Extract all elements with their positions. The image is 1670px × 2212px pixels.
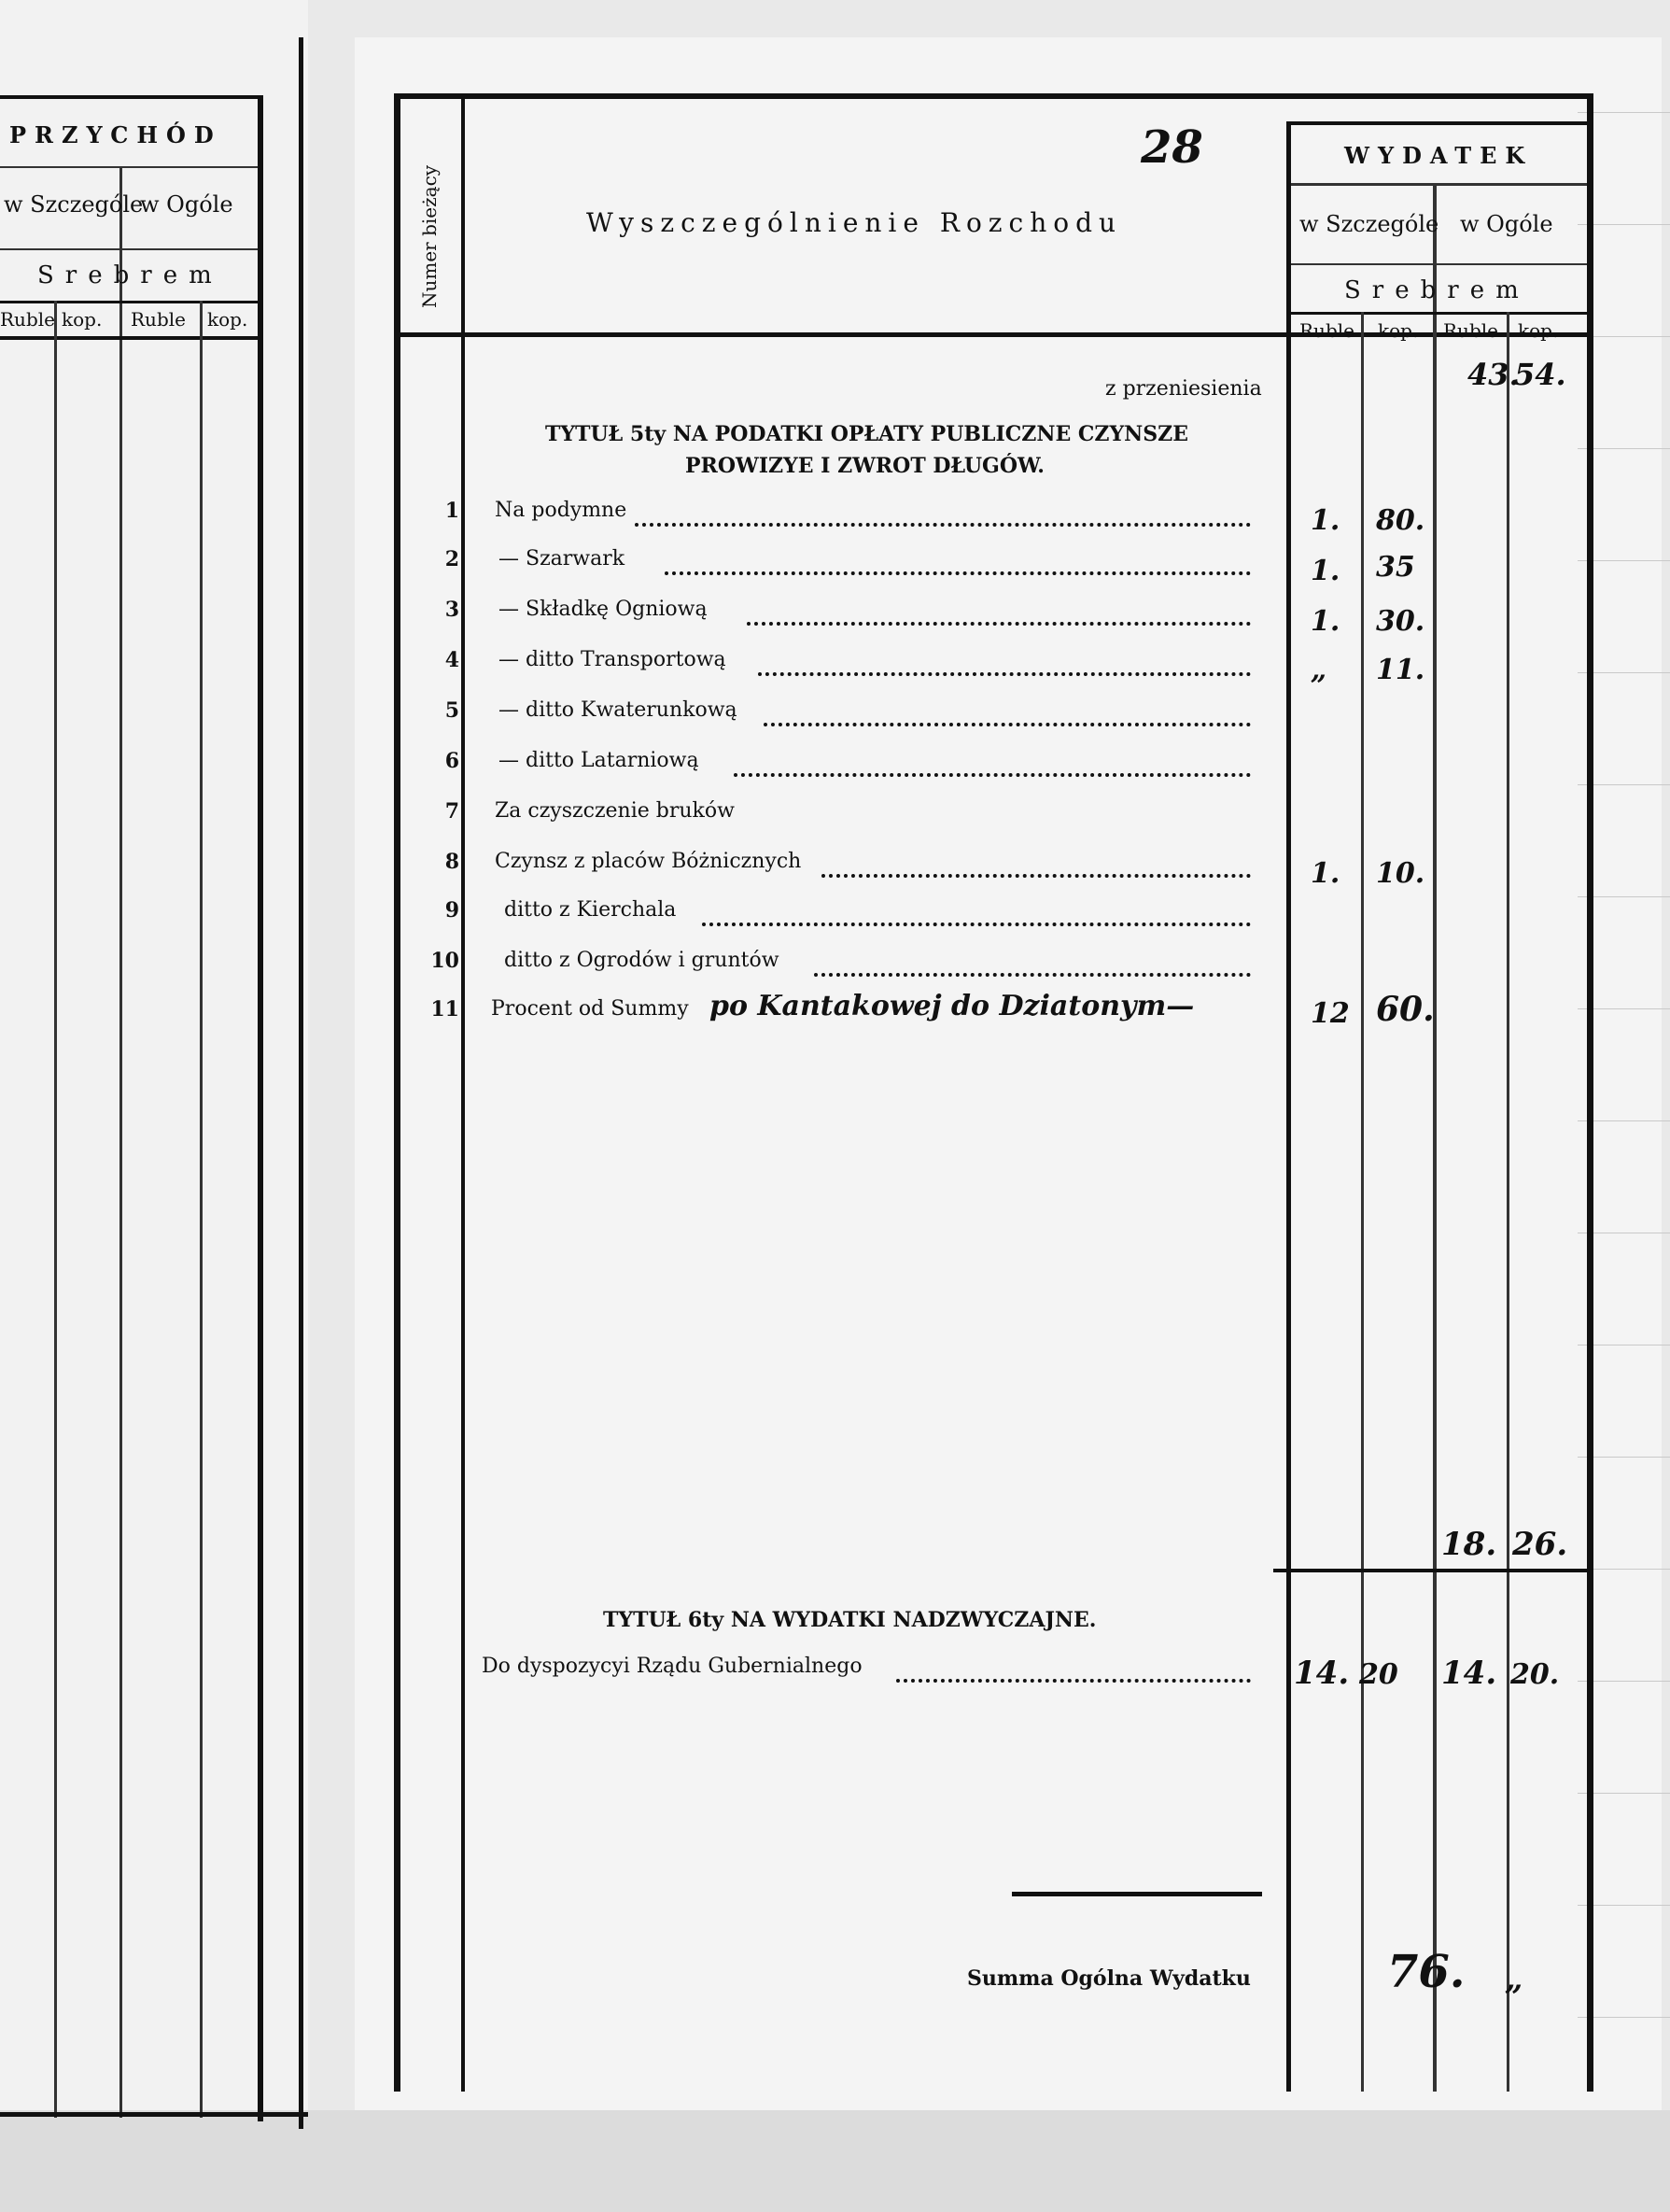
right-page: [355, 37, 1662, 2148]
row-number: 9: [444, 898, 459, 923]
expense-sub-col: Ruble: [1443, 319, 1498, 342]
row-kop: 35: [1376, 551, 1415, 584]
leader-dots: [702, 923, 1251, 926]
row-label: Czynsz z placów Bóżnicznych: [495, 850, 802, 873]
row-kop: 80.: [1376, 504, 1425, 537]
row-rub: „: [1311, 654, 1327, 686]
leader-dots: [821, 874, 1251, 878]
row-label: — ditto Transportową: [498, 648, 726, 671]
carried-kop: 54.: [1514, 357, 1566, 392]
left-sub-col: Ruble: [131, 308, 186, 331]
left-col-total: w Ogóle: [140, 191, 233, 218]
row-rub: 1.: [1311, 504, 1340, 537]
leader-dots: [764, 723, 1251, 726]
left-currency: Srebrem: [37, 261, 223, 289]
left-sub-col: Ruble: [0, 308, 55, 331]
page-number: 28: [1141, 121, 1203, 174]
left-header: PRZYCHÓD: [9, 121, 222, 148]
row-label: — ditto Latarniową: [498, 749, 699, 772]
left-sub-col: kop.: [207, 308, 248, 331]
row-label: ditto z Ogrodów i gruntów: [504, 949, 779, 972]
page-title: Wyszczególnienie Rozchodu: [586, 207, 1123, 238]
row-rub: 12: [1311, 997, 1350, 1030]
row-number: 10: [430, 949, 459, 973]
row-rub: 1.: [1311, 605, 1340, 638]
leader-dots: [665, 571, 1251, 575]
expense-sub-col: kop.: [1518, 319, 1559, 342]
row-label: Na podymne: [495, 499, 627, 522]
section6-rub: 14.: [1294, 1655, 1350, 1692]
left-sub-col: kop.: [62, 308, 103, 331]
row-rub: 1.: [1311, 555, 1340, 587]
row-number: 2: [444, 547, 459, 571]
left-col-detail: w Szczególe: [4, 191, 144, 218]
subtotal-kop: 26.: [1512, 1526, 1568, 1563]
row-kop: 30.: [1376, 605, 1425, 638]
row-number: 11: [430, 997, 459, 1021]
expense-col-total: w Ogóle: [1460, 211, 1553, 237]
carried-rub: 43.: [1467, 357, 1520, 392]
row11-handwritten: po Kantakowej do Dziatonym—: [709, 990, 1195, 1022]
row-kop: 60.: [1376, 990, 1435, 1029]
row-kop: 11.: [1376, 654, 1425, 686]
grand-total-label: Summa Ogólna Wydatku: [967, 1966, 1251, 1991]
row-number: 6: [444, 749, 459, 773]
leader-dots: [734, 773, 1251, 777]
row-kop: 10.: [1376, 857, 1425, 890]
section6-kop: 20: [1359, 1658, 1398, 1691]
row-number: 7: [444, 799, 459, 824]
row-label: Procent od Summy: [491, 997, 689, 1021]
grand-total-rub: 76.: [1387, 1946, 1466, 1998]
row-label: — Szarwark: [498, 547, 625, 571]
expense-currency: Srebrem: [1344, 276, 1530, 304]
section6-total-kop: 20.: [1510, 1658, 1560, 1691]
row-rub: 1.: [1311, 857, 1340, 890]
leader-dots: [758, 672, 1251, 676]
row-number: 4: [444, 648, 459, 672]
section5-subtitle: PROWIZYE I ZWROT DŁUGÓW.: [685, 454, 1045, 478]
number-column-label: Numer bieżący: [418, 164, 441, 308]
expense-col-detail: w Szczególe: [1299, 211, 1439, 237]
row-number: 1: [444, 499, 459, 523]
row-number: 3: [444, 598, 459, 622]
section6-row-label: Do dyspozycyi Rządu Gubernialnego: [482, 1655, 863, 1678]
row-label: ditto z Kierchala: [504, 898, 677, 922]
section6-total-rub: 14.: [1441, 1655, 1497, 1692]
leader-dots: [635, 523, 1251, 527]
carried-label: z przeniesienia: [1105, 377, 1262, 401]
row-label: — ditto Kwaterunkową: [498, 698, 737, 722]
bottom-strip: [0, 2110, 1670, 2212]
leader-dots: [747, 622, 1251, 626]
expense-sub-col: Ruble: [1299, 319, 1354, 342]
grand-total-kop: „: [1505, 1961, 1523, 1998]
expense-header: WYDATEK: [1344, 142, 1534, 169]
subtotal-rub: 18.: [1441, 1526, 1497, 1563]
row-number: 5: [444, 698, 459, 723]
row-label: Za czyszczenie bruków: [495, 799, 735, 823]
leader-dots: [896, 1679, 1251, 1683]
section6-title: TYTUŁ 6ty NA WYDATKI NADZWYCZAJNE.: [603, 1608, 1097, 1632]
expense-sub-col: kop.: [1378, 319, 1419, 342]
row-number: 8: [444, 850, 459, 874]
leader-dots: [814, 973, 1251, 977]
section5-title: TYTUŁ 5ty NA PODATKI OPŁATY PUBLICZNE CZYNSZE: [545, 422, 1188, 446]
row-label: — Składkę Ogniową: [498, 598, 708, 621]
